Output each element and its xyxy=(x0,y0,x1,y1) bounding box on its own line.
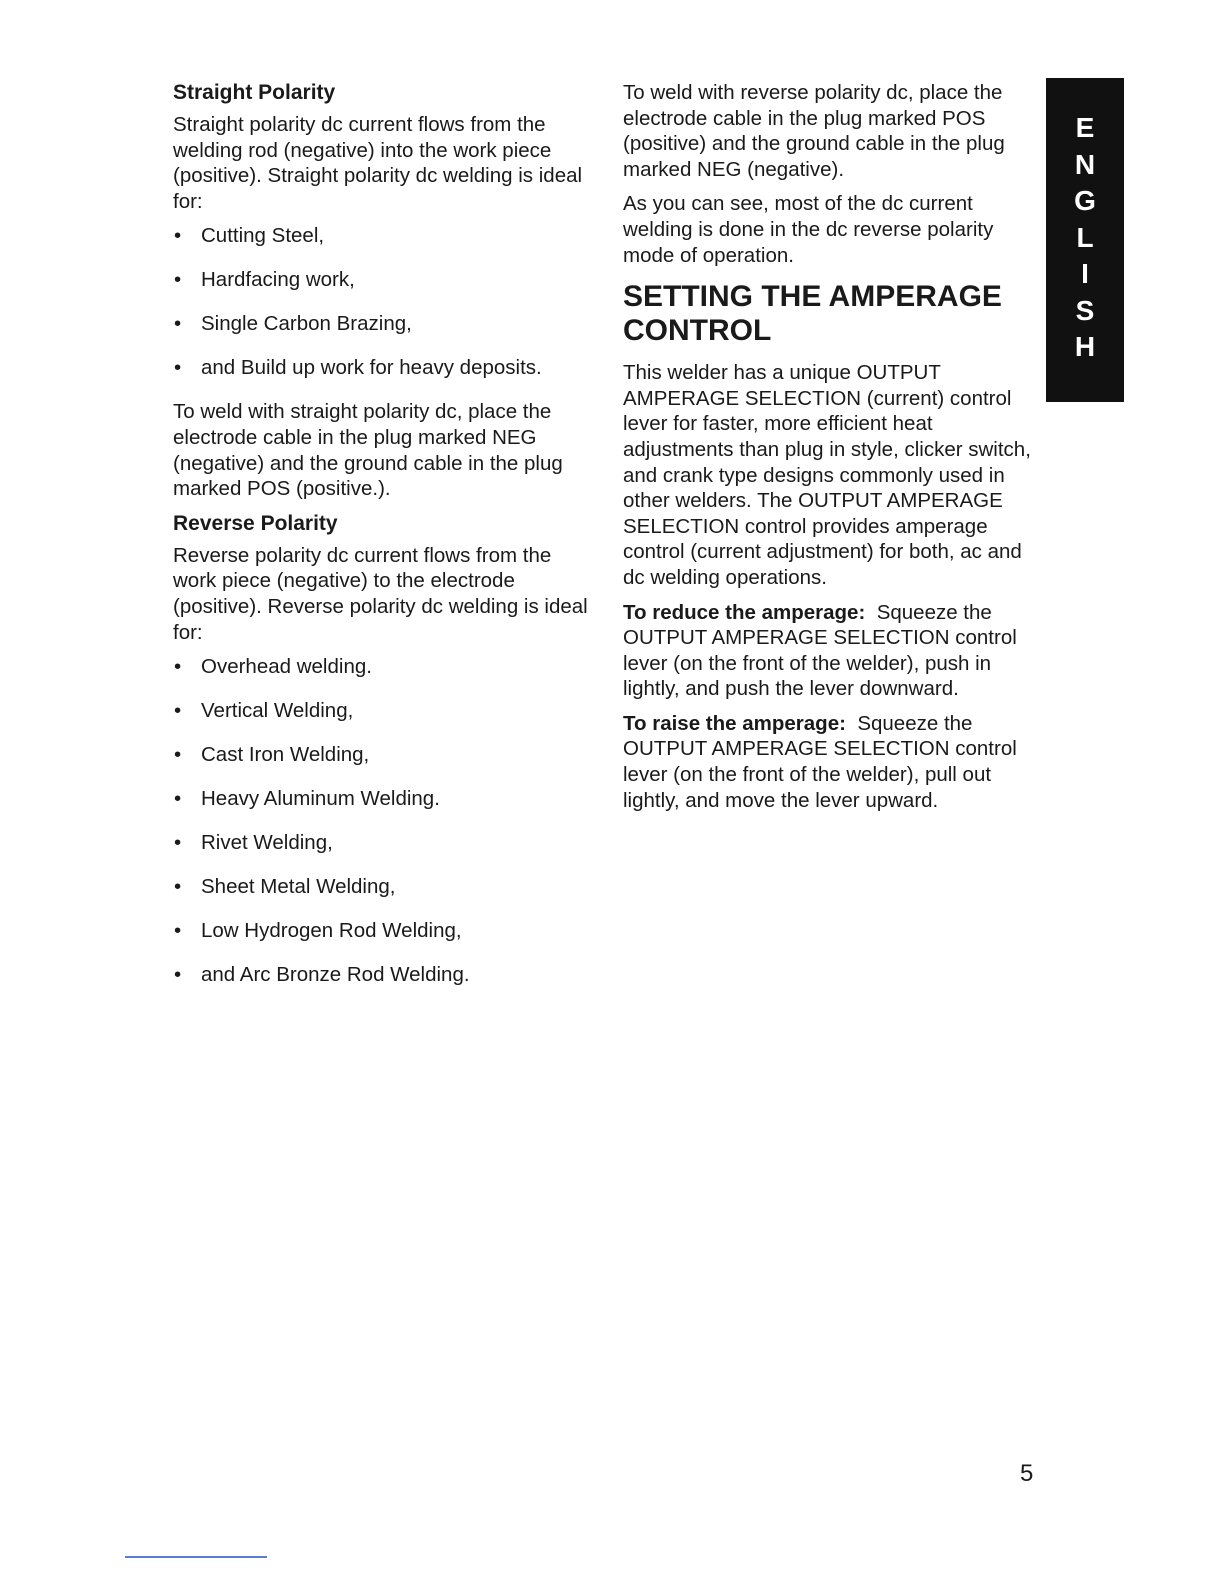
language-tab-letter: E xyxy=(1075,112,1095,143)
reverse-polarity-paragraph: Reverse polarity dc current flows from the work piece (negative) to the electrode (positive). Reverse polarity dc welding is ideal for: xyxy=(173,543,588,644)
bullet-icon: • xyxy=(174,787,182,811)
language-tab-letter: S xyxy=(1075,294,1095,326)
reverse-polarity-heading: Reverse Polarity xyxy=(173,511,338,535)
reduce-amperage-lead: To reduce the amperage: xyxy=(623,600,866,624)
list-item-text: Low Hydrogen Rod Welding, xyxy=(201,919,462,943)
list-item xyxy=(173,874,593,900)
bullet-icon: • xyxy=(174,224,182,248)
section-title xyxy=(623,280,1043,348)
list-item xyxy=(173,742,593,768)
straight-polarity-list xyxy=(173,223,593,381)
reduce-amperage-text: Squeeze the OUTPUT AMPERAGE SELECTION control lever (on the front of the welder), push in lightly, and push the lever downward. xyxy=(623,600,1017,701)
list-item xyxy=(173,698,593,724)
section-title-line-2: CONTROL xyxy=(623,314,772,348)
bullet-icon: • xyxy=(174,356,182,380)
raise-amperage-lead: To raise the amperage: xyxy=(623,711,846,735)
list-item xyxy=(173,355,593,381)
list-item xyxy=(173,786,593,812)
list-item-text: Single Carbon Brazing, xyxy=(201,312,412,336)
list-item-text: Cutting Steel, xyxy=(201,224,325,248)
list-item-text: Rivet Welding, xyxy=(201,831,333,855)
bullet-icon: • xyxy=(174,919,182,943)
left-column xyxy=(173,80,593,1006)
raise-amperage-paragraph xyxy=(623,711,1043,813)
bullet-icon: • xyxy=(174,268,182,292)
list-item-text: Vertical Welding, xyxy=(201,699,354,723)
list-item-text: Heavy Aluminum Welding. xyxy=(201,787,440,811)
divider xyxy=(125,1556,267,1558)
straight-polarity-paragraph: Straight polarity dc current flows from the welding rod (negative) into the work piece (positive). Straight polarity dc welding is ideal for: xyxy=(173,113,583,213)
list-item xyxy=(173,267,593,293)
bullet-icon: • xyxy=(174,699,182,723)
list-item-text: Hardfacing work, xyxy=(201,268,355,292)
reduce-amperage-paragraph xyxy=(623,600,1043,702)
list-item xyxy=(173,962,593,988)
list-item xyxy=(173,654,593,680)
section-title-line-1: SETTING THE AMPERAGE xyxy=(623,280,1002,314)
bullet-icon: • xyxy=(174,875,182,899)
list-item-text: and Arc Bronze Rod Welding. xyxy=(201,963,470,987)
straight-polarity-heading: Straight Polarity xyxy=(173,81,336,104)
language-tab-letter: H xyxy=(1074,331,1096,362)
language-tab-letter: I xyxy=(1081,258,1089,289)
list-item-text: and Build up work for heavy deposits. xyxy=(201,356,542,380)
language-tab-letter: G xyxy=(1074,185,1096,216)
reverse-polarity-list xyxy=(173,654,593,988)
straight-polarity-instructions: To weld with straight polarity dc, place the electrode cable in the plug marked NEG (negative) and the ground cable in the plug marked POS (positive.). xyxy=(173,400,563,501)
list-item-text: Overhead welding. xyxy=(201,655,372,679)
bullet-icon: • xyxy=(174,743,182,767)
page-number: 5 xyxy=(1020,1460,1034,1487)
bullet-icon: • xyxy=(174,312,182,336)
amperage-paragraph: This welder has a unique OUTPUT AMPERAGE SELECTION (current) control lever for faster, more efficient heat adjustments than plug in style, clicker switch, and crank type designs commonly used in other welders. The OUTPUT AMPERAGE SELECTION control provides amperage control (current adjustment) for both, ac and dc welding operations. xyxy=(623,361,1031,589)
reverse-polarity-instructions: To weld with reverse polarity dc, place the electrode cable in the plug marked POS (positive) and the ground cable in the plug marked NEG (negative). xyxy=(623,81,1005,181)
bullet-icon: • xyxy=(174,655,182,679)
list-item-text: Sheet Metal Welding, xyxy=(201,875,396,899)
bullet-icon: • xyxy=(174,831,182,855)
raise-amperage-text: Squeeze the OUTPUT AMPERAGE SELECTION control lever (on the front of the welder), pull out lightly, and move the lever upward. xyxy=(623,711,1017,812)
language-tab-letter: N xyxy=(1074,148,1096,180)
language-tab-letter: L xyxy=(1076,221,1094,253)
bullet-icon: • xyxy=(174,963,182,987)
list-item xyxy=(173,311,593,337)
right-column xyxy=(623,80,1043,822)
language-tab xyxy=(1046,78,1124,402)
reverse-polarity-note: As you can see, most of the dc current welding is done in the dc reverse polarity mode of operation. xyxy=(623,192,994,267)
list-item xyxy=(173,918,593,944)
list-item xyxy=(173,830,593,856)
list-item-text: Cast Iron Welding, xyxy=(201,743,370,767)
list-item xyxy=(173,223,593,249)
